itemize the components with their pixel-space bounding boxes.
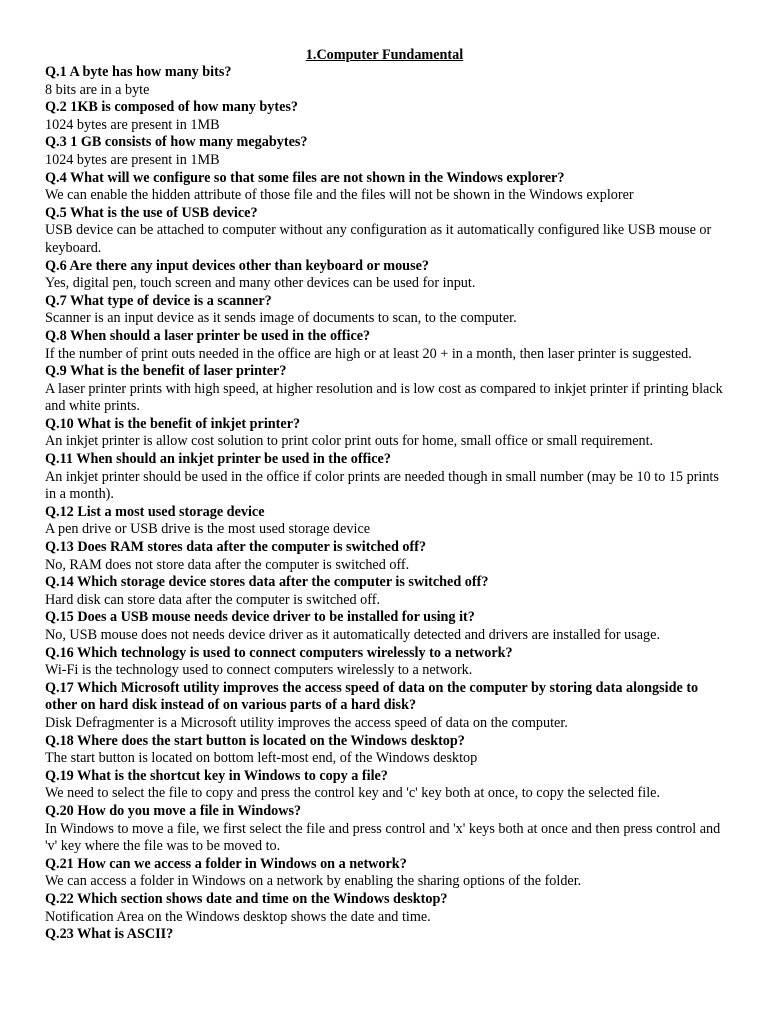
answer-text: An inkjet printer should be used in the office if color prints are needed though in small number (may be 10 to 15 prints in a month).	[45, 468, 719, 503]
qa-item	[45, 64, 724, 99]
qa-item	[45, 416, 724, 451]
qa-item	[45, 645, 724, 680]
answer-text: Yes, digital pen, touch screen and many other devices can be used for input.	[45, 275, 476, 292]
document-title: 1.Computer Fundamental	[305, 47, 464, 63]
question-text: Q.5 What is the use of USB device?	[45, 204, 258, 221]
answer-text: 8 bits are in a byte	[45, 81, 150, 98]
question-text: Q.19 What is the shortcut key in Windows to copy a file?	[45, 767, 388, 784]
qa-item	[45, 293, 724, 328]
qa-item	[45, 328, 724, 363]
question-text: Q.10 What is the benefit of inkjet printer?	[45, 415, 301, 432]
qa-item	[45, 574, 724, 609]
qa-item	[45, 609, 724, 644]
qa-item	[45, 891, 724, 926]
question-text: Q.22 Which section shows date and time on the Windows desktop?	[45, 890, 448, 907]
question-text: Q.11 When should an inkjet printer be used in the office?	[45, 451, 391, 468]
qa-item	[45, 539, 724, 574]
qa-item	[45, 803, 724, 856]
question-text: Q.16 Which technology is used to connect computers wirelessly to a network?	[45, 644, 513, 661]
qa-item	[45, 451, 724, 504]
answer-text: USB device can be attached to computer without any configuration as it automatically configured like USB mouse or keyboard.	[45, 222, 712, 256]
qa-item	[45, 680, 724, 733]
question-text: Q.3 1 GB consists of how many megabytes?	[45, 134, 308, 151]
qa-item	[45, 733, 724, 768]
qa-item	[45, 134, 724, 169]
answer-text: A laser printer prints with high speed, at higher resolution and is low cost as compared to inkjet printer if printing black and white prints.	[45, 380, 723, 415]
question-text: Q.9 What is the benefit of laser printer?	[45, 363, 287, 380]
qa-item	[45, 768, 724, 803]
qa-item	[45, 926, 724, 944]
qa-item	[45, 504, 724, 539]
answer-text: In Windows to move a file, we first select the file and press control and 'x' keys both at once and then press control and 'v' key where the file was to be moved to.	[45, 820, 721, 855]
qa-item	[45, 170, 724, 205]
qa-item	[45, 99, 724, 134]
answer-text: No, USB mouse does not needs device driver as it automatically detected and drivers are installed for usage.	[45, 627, 660, 643]
answer-text: We need to select the file to copy and press the control key and 'c' key both at once, to copy the selected file.	[45, 785, 660, 802]
question-text: Q.1 A byte has how many bits?	[45, 64, 232, 80]
question-text: Q.2 1KB is composed of how many bytes?	[45, 99, 299, 116]
answer-text: The start button is located on bottom left-most end, of the Windows desktop	[45, 750, 478, 767]
question-text: Q.17 Which Microsoft utility improves the access speed of data on the computer by storing data alongside to other on hard disk instead of on various parts of a hard disk?	[45, 679, 699, 714]
answer-text: An inkjet printer is allow cost solution to print color print outs for home, small office or small requirement.	[45, 433, 654, 450]
answer-text: Scanner is an input device as it sends image of documents to scan, to the computer.	[45, 310, 517, 327]
answer-text: No, RAM does not store data after the computer is switched off.	[45, 556, 410, 573]
answer-text: 1024 bytes are present in 1MB	[45, 151, 220, 168]
question-text: Q.4 What will we configure so that some files are not shown in the Windows explorer?	[45, 169, 565, 186]
question-text: Q.20 How do you move a file in Windows?	[45, 802, 302, 819]
qa-item	[45, 205, 724, 258]
qa-item	[45, 856, 724, 891]
question-text: Q.21 How can we access a folder in Windows on a network?	[45, 855, 407, 872]
answer-text: We can access a folder in Windows on a network by enabling the sharing options of the folder.	[45, 873, 582, 890]
question-text: Q.23 What is ASCII?	[45, 926, 174, 943]
question-text: Q.7 What type of device is a scanner?	[45, 292, 272, 309]
question-text: Q.15 Does a USB mouse needs device driver to be installed for using it?	[45, 609, 475, 626]
question-text: Q.13 Does RAM stores data after the computer is switched off?	[45, 539, 427, 556]
answer-text: Hard disk can store data after the computer is switched off.	[45, 591, 380, 608]
answer-text: A pen drive or USB drive is the most used storage device	[45, 521, 371, 538]
answer-text: Wi-Fi is the technology used to connect computers wirelessly to a network.	[45, 662, 473, 679]
question-text: Q.8 When should a laser printer be used in the office?	[45, 327, 371, 344]
qa-list	[45, 64, 724, 944]
question-text: Q.6 Are there any input devices other than keyboard or mouse?	[45, 257, 429, 274]
answer-text: Notification Area on the Windows desktop shows the date and time.	[45, 908, 431, 925]
answer-text: 1024 bytes are present in 1MB	[45, 116, 220, 133]
answer-text: If the number of print outs needed in the office are high or at least 20 + in a month, then laser printer is suggested.	[45, 345, 692, 362]
question-text: Q.14 Which storage device stores data after the computer is switched off?	[45, 574, 489, 591]
qa-item	[45, 363, 724, 416]
answer-text: We can enable the hidden attribute of those file and the files will not be shown in the Windows explorer	[45, 187, 634, 204]
question-text: Q.18 Where does the start button is located on the Windows desktop?	[45, 732, 465, 749]
answer-text: Disk Defragmenter is a Microsoft utility improves the access speed of data on the computer.	[45, 714, 568, 731]
question-text: Q.12 List a most used storage device	[45, 503, 265, 520]
qa-item	[45, 258, 724, 293]
